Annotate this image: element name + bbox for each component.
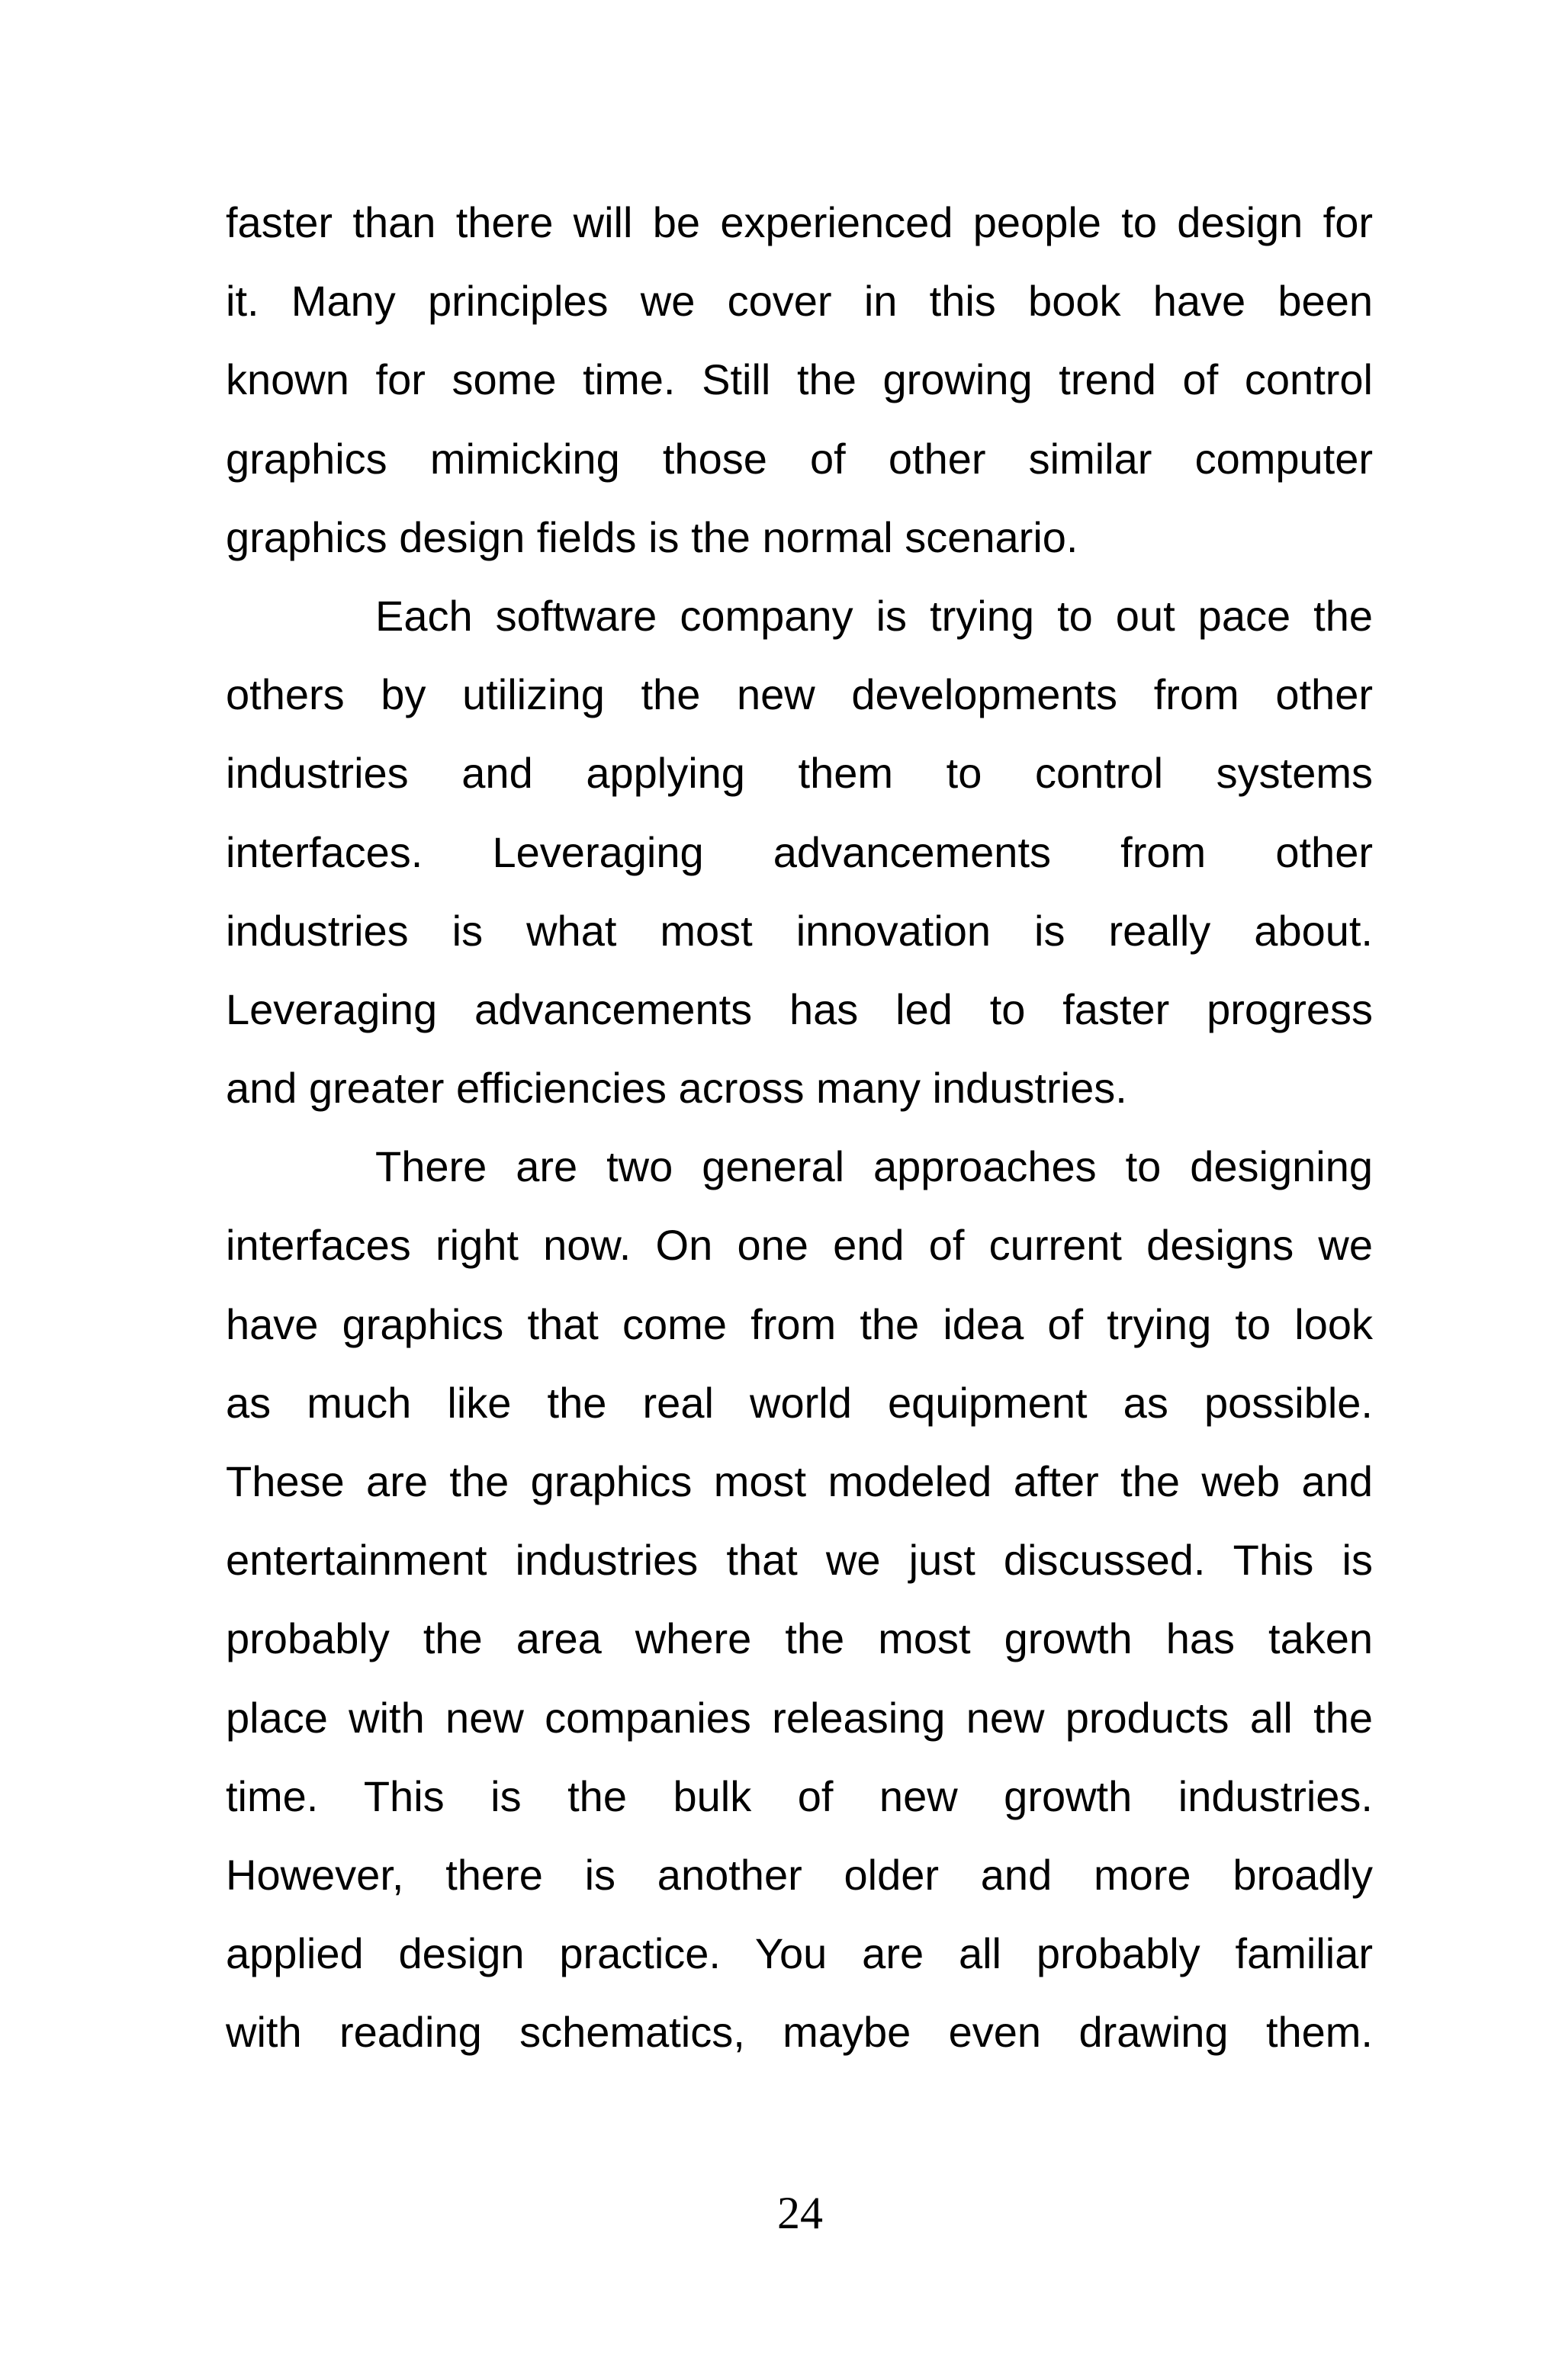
text-line: entertainment industries that we just discussed. This is	[226, 1536, 1373, 1585]
body-text	[226, 183, 1373, 2072]
text-line: interfaces. Leveraging advancements from other	[226, 827, 1373, 876]
text-line: as much like the real world equipment as possible.	[226, 1378, 1373, 1427]
text-line: it. Many principles we cover in this book have been	[226, 277, 1373, 326]
text-line: and greater efficiencies across many industries.	[226, 1064, 1127, 1113]
text-line: probably the area where the most growth has taken	[226, 1614, 1373, 1663]
text-line: These are the graphics most modeled after the web and	[226, 1457, 1373, 1505]
text-line: faster than there will be experienced people to design for	[226, 198, 1373, 246]
text-line: time. This is the bulk of new growth industries.	[226, 1771, 1373, 1820]
text-line: interfaces right now. On one end of current designs we	[226, 1221, 1373, 1270]
text-line: place with new companies releasing new products all the	[226, 1693, 1373, 1742]
text-line: There are two general approaches to designing	[375, 1142, 1373, 1191]
text-line: others by utilizing the new developments from other	[226, 670, 1373, 719]
text-line: graphics design fields is the normal scenario.	[226, 512, 1078, 561]
text-line: applied design practice. You are all probably familiar	[226, 1929, 1373, 1978]
text-line: known for some time. Still the growing trend of control	[226, 355, 1373, 404]
text-line: However, there is another older and more broadly	[226, 1850, 1373, 1899]
text-line: industries and applying them to control systems	[226, 749, 1373, 798]
text-line: graphics mimicking those of other similar computer	[226, 434, 1373, 483]
text-line: with reading schematics, maybe even drawing them.	[226, 2008, 1373, 2057]
page-number: 24	[777, 2188, 823, 2238]
text-line: have graphics that come from the idea of trying to look	[226, 1299, 1373, 1348]
text-line: Leveraging advancements has led to faster progress	[226, 984, 1373, 1033]
text-line: Each software company is trying to out pace the	[375, 591, 1373, 640]
text-line: industries is what most innovation is really about.	[226, 906, 1373, 955]
